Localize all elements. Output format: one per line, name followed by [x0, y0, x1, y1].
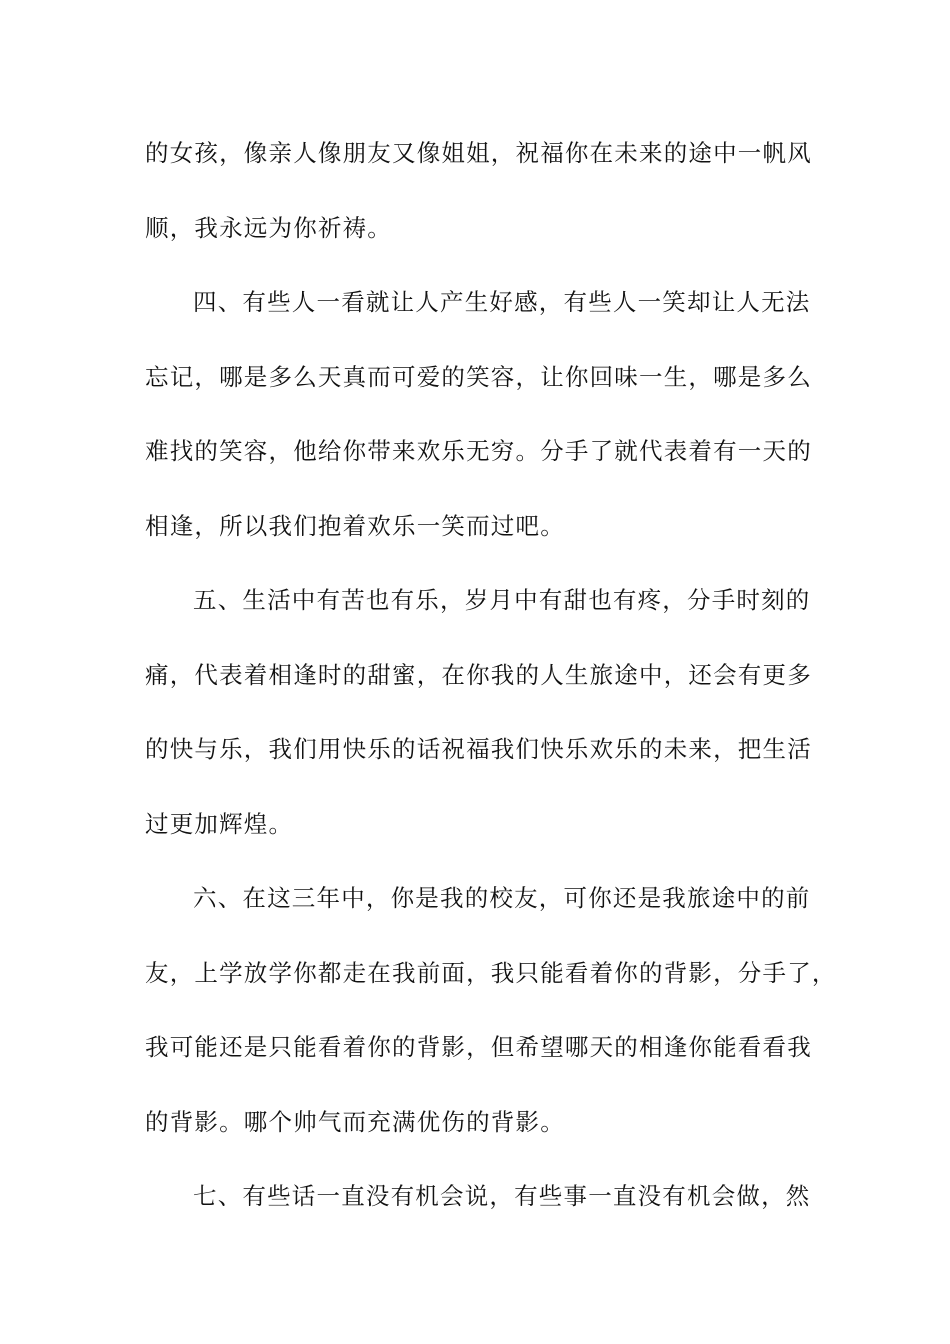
text-line: 顺，我永远为你祈祷。 — [145, 213, 392, 242]
paragraph-start-line: 五、生活中有苦也有乐，岁月中有甜也有疼，分手时刻的 — [193, 586, 811, 614]
text-line: 的女孩，像亲人像朋友又像姐姐，祝福你在未来的途中一帆风 — [145, 139, 812, 167]
paragraph-start-line: 六、在这三年中，你是我的校友，可你还是我旅途中的前 — [193, 884, 811, 912]
body-text — [145, 128, 835, 1246]
paragraph-start-line: 四、有些人一看就让人产生好感，有些人一笑却让人无法 — [193, 288, 811, 316]
text-line: 忘记，哪是多么天真而可爱的笑容，让你回味一生，哪是多么 — [145, 362, 812, 391]
text-line: 痛，代表着相逢时的甜蜜，在你我的人生旅途中，还会有更多 — [145, 660, 812, 689]
text-line: 相逢，所以我们抱着欢乐一笑而过吧。 — [145, 511, 565, 540]
text-line: 难找的笑容，他给你带来欢乐无穷。分手了就代表着有一天的 — [145, 437, 812, 465]
text-line: 我可能还是只能看着你的背影，但希望哪天的相逢你能看看我 — [145, 1033, 812, 1061]
text-line: 的背影。哪个帅气而充满优伤的背影。 — [145, 1107, 565, 1136]
paragraph-start-line: 七、有些话一直没有机会说，有些事一直没有机会做，然 — [193, 1182, 811, 1210]
text-line: 的快与乐，我们用快乐的话祝福我们快乐欢乐的未来，把生活 — [145, 735, 812, 763]
text-line: 友，上学放学你都走在我前面，我只能看着你的背影，分手了， — [145, 958, 837, 987]
text-line: 过更加辉煌。 — [145, 809, 294, 838]
